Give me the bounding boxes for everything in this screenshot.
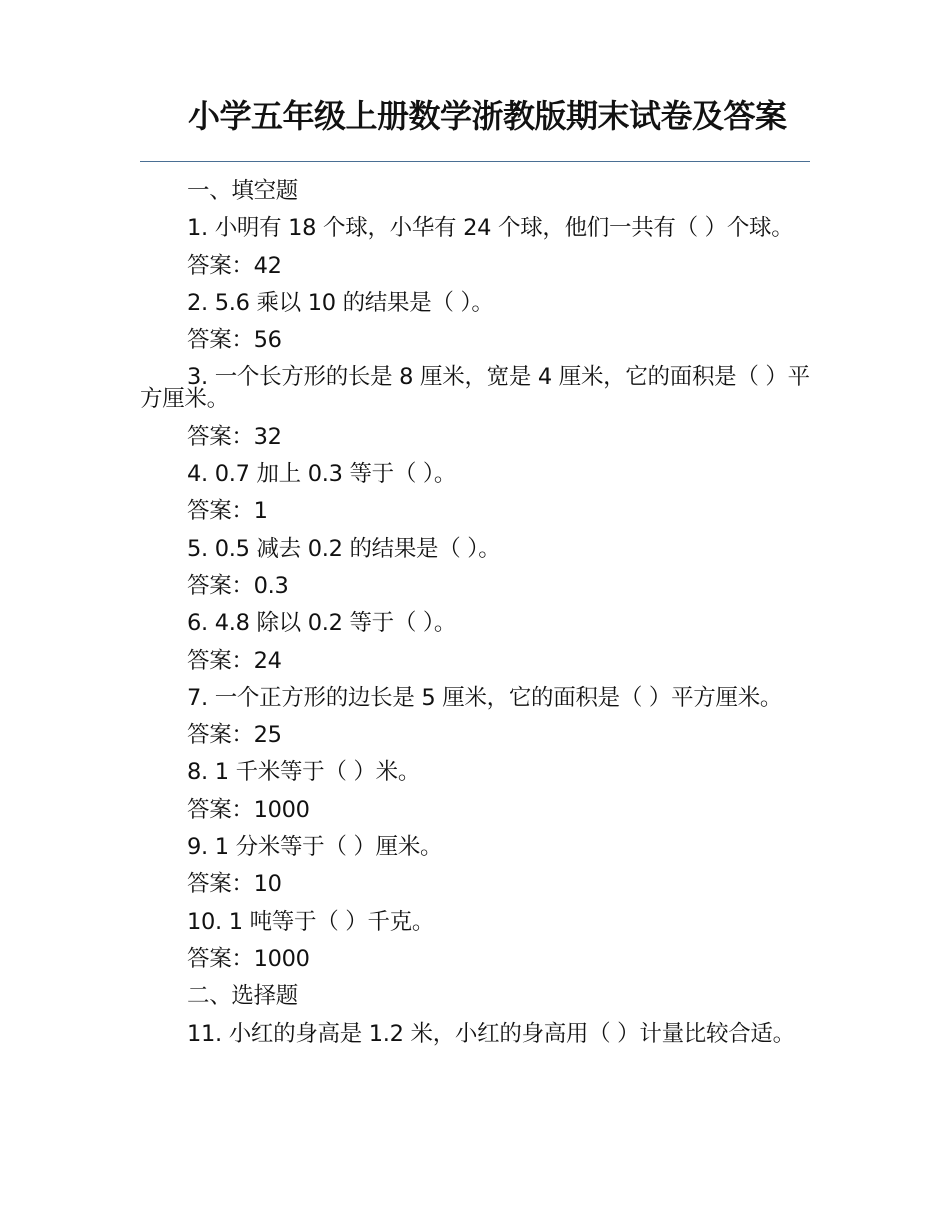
section-heading-fill-in: 一、填空题 [187, 178, 299, 204]
answer-2: 答案：56 [187, 327, 282, 354]
question-10: 10. 1 吨等于（ ）千克。 [187, 908, 435, 935]
answer-9: 答案：10 [187, 871, 282, 898]
answer-1: 答案：42 [187, 252, 282, 279]
question-9: 9. 1 分米等于（ ）厘米。 [187, 834, 443, 861]
answer-10: 答案：1000 [187, 945, 310, 972]
document-title: 小学五年级上册数学浙教版期末试卷及答案 [188, 97, 787, 135]
title-underline [140, 161, 810, 162]
section-heading-multiple-choice: 二、选择题 [187, 983, 299, 1010]
answer-8: 答案：1000 [187, 796, 310, 823]
answer-6: 答案：24 [187, 647, 282, 674]
question-5: 5. 0.5 减去 0.2 的结果是（ ）。 [187, 535, 501, 562]
question-6: 6. 4.8 除以 0.2 等于（ ）。 [187, 610, 457, 637]
answer-7: 答案：25 [187, 722, 282, 749]
answer-3: 答案：32 [187, 423, 282, 450]
document-body [140, 180, 810, 1060]
question-8: 8. 1 千米等于（ ）米。 [187, 759, 421, 786]
question-3: 3. 一个长方形的长是 8 厘米，宽是 4 厘米，它的面积是（ ）平方厘米。 [140, 364, 810, 413]
question-11: 11. 小红的身高是 1.2 米，小红的身高用（ ）计量比较合适。 [187, 1020, 795, 1047]
question-7: 7. 一个正方形的边长是 5 厘米，它的面积是（ ）平方厘米。 [187, 684, 783, 711]
answer-4: 答案：1 [187, 498, 268, 525]
question-2: 2. 5.6 乘以 10 的结果是（ ）。 [187, 289, 494, 316]
question-1: 1. 小明有 18 个球，小华有 24 个球，他们一共有（ ）个球。 [187, 215, 794, 242]
question-4: 4. 0.7 加上 0.3 等于（ ）。 [187, 461, 457, 488]
answer-5: 答案：0.3 [187, 572, 289, 599]
